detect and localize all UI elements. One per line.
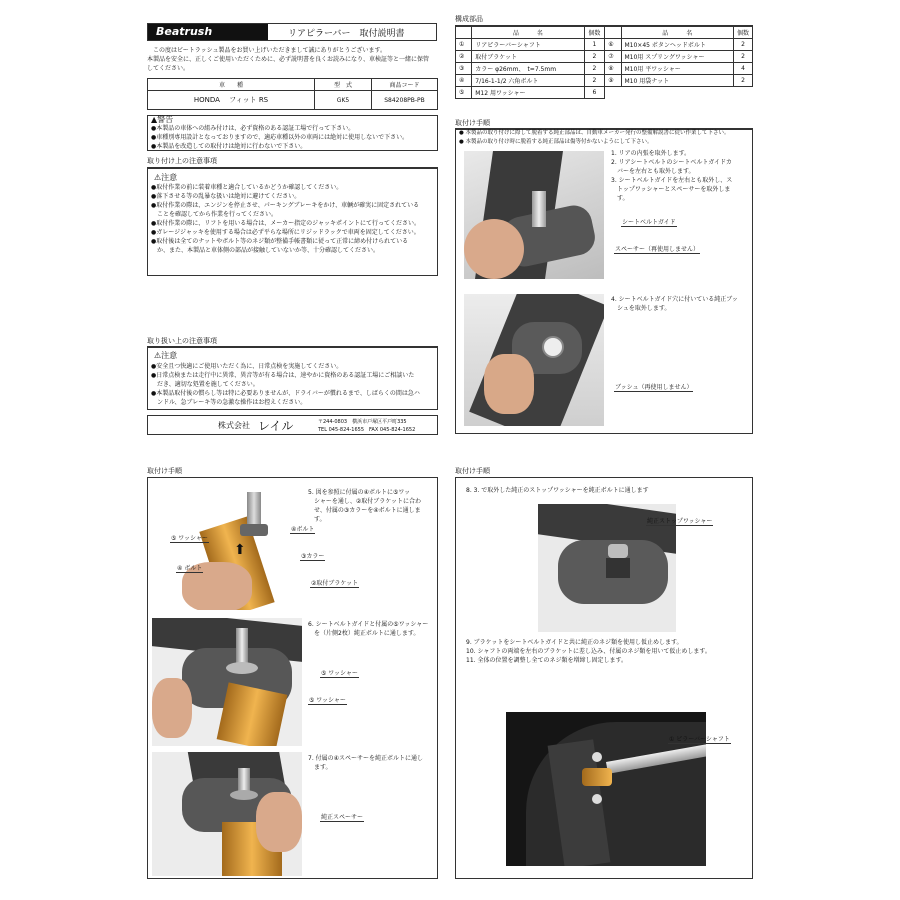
warning-triangle-icon: ▲ [151,115,158,124]
callout-spacer: スペーサー（再使用しません） [615,246,700,253]
step-text: 10. シャフトの両端を左右のブラケットに差し込み、付属のネジ類を用いて仮止めします。 [466,648,711,655]
step-text: シュを取外します。 [611,305,671,312]
handling-line: だき、適切な処置を施してください。 [151,381,259,388]
procedure-heading: 取付け手順 [455,118,753,130]
part-name: M12 用ワッシャー [472,87,584,99]
part-qty: 2 [584,75,605,87]
company-address: 〒244-0803 横浜市戸塚区平戸町335 [318,419,407,425]
part-no: ③ [456,63,472,75]
table-row [456,75,753,87]
parts-heading: 構成部品 [455,14,753,26]
callout-collar: ③カラー [301,553,325,560]
callout-washer-1: ⑤ ワッシャー [321,670,358,677]
intro-line: 本製品を安全に、正しくご使用いただくために、必ず説明書を良くお読みになり、車検証等と一緒に保管 [147,56,430,63]
parts-header: 品 名 [621,27,733,39]
callout-bolt-small: ④ ボルト [177,565,203,572]
handling-line: ●本製品取付後の慣らし等は特に必要ありませんが、ドライバーが慣れるまで、しばらくの間は急ハ [151,390,420,397]
warning-line: ●本製品を改造しての取付けは絶対に行わないで下さい。 [151,143,307,150]
step-text: 7. 付属の④スペーサーを純正ボルトに通し [308,755,424,762]
part-no: ⑤ [456,87,472,99]
part-qty: 2 [733,39,752,51]
step-text: ます。 [308,764,332,771]
procedure-note: ● 本製品の取り付け時に脱着する純正部品は傷等付かないようにして下さい。 [459,139,653,145]
doc-title: リアピラーバー 取付説明書 [288,29,405,39]
callout-washer-2: ⑤ ワッシャー [309,697,346,704]
caution-line: ●ガレージジャッキを使用する場合は必ず平らな場所にリジッドラックで車両を固定してください。 [151,229,420,236]
photo-guide-washers [152,618,302,746]
callout-pillar-bar-shaft: ① ピラーバーシャフト [669,736,730,743]
caution-line: ことを確認してから作業を行ってください。 [151,211,278,218]
photo-bracket-bolt [152,482,302,610]
parts-header: 個数 [584,27,605,39]
callout-oem-spacer: 純正スペーサー [321,814,364,821]
procedure-left-heading: 取付け手順 [147,466,438,478]
warning-line: ●本製品の車体への組み付けは、必ず資格のある認証工場で行って下さい。 [151,125,355,132]
callout-stop-washer: 純正ストップワッシャー [647,518,713,525]
procedure-note: ● 本製品の取り付けに際して脱着する純正部品は、自動車メーカー発行の整備解説書に従い作業して下さい。 [459,130,730,136]
parts-table [455,26,753,99]
procedure-right-heading: 取付け手順 [455,466,753,478]
part-qty: 2 [733,75,752,87]
table-row [456,51,753,63]
table-row [456,39,753,51]
handling-notes-heading: 取り扱い上の注意事項 [147,336,438,348]
intro-line: この度はビートラッシュ製品をお買い上げいただきまして誠にありがとうございます。 [153,47,387,54]
model-value: GK5 [315,91,372,110]
part-qty: 4 [733,63,752,75]
part-qty: 1 [584,39,605,51]
brand-logo: Beatrush [148,24,268,40]
part-name: リアピラーバーシャフト [472,39,584,51]
callout-seatbelt-guide: シートベルトガイド [622,219,676,226]
callout-bracket: ②取付ブラケット [311,580,359,587]
intro-text [147,46,437,73]
photo-spacer [152,752,302,876]
company-phone: TEL 045-824-1655 FAX 045-824-1652 [318,427,416,433]
handling-caution-box [147,346,438,410]
model-header: 型 式 [315,79,372,91]
install-notes-heading: 取り付け上の注意事項 [147,156,438,168]
parts-header: 個数 [733,27,752,39]
company-box [147,415,438,435]
step-text: 1. リアの内張を取外します。 [611,150,691,157]
vehicle-header: 車 種 [148,79,315,91]
step-text: 6. シートベルトガイドと付属の⑤ワッシャー [308,621,429,628]
caution-triangle-icon: ⚠ [154,173,162,182]
code-value: S84208PB-PB [372,91,438,110]
caution-triangle-icon: ⚠ [154,351,162,360]
step-text: 5. 図を参照に付属の④ボルトに⑤ワッ [308,489,411,496]
step-text: を（片側2枚）純正ボルトに通します。 [308,630,420,637]
step-text: す。 [611,195,629,202]
callout-washer: ⑤ ワッシャー [171,535,208,542]
part-no: ① [456,39,472,51]
callout-bolt: ④ボルト [291,526,315,533]
code-header: 商品コード [372,79,438,91]
handling-line: ンドル、急ブレーキ等の急激な操作はお控えください。 [151,399,307,406]
part-name: カラー φ26mm、 t=7.5mm [472,63,584,75]
photo-remove-bushing [464,294,604,426]
step-text: 3. シートベルトガイドを左右とも取外し、ス [611,177,733,184]
company-prefix: 株式会社 [218,421,250,430]
part-name: 7/16-1-1/2 六角ボルト [472,75,584,87]
part-qty: 6 [584,87,605,99]
caution-line: ●取付作業の際に、リフトを用いる場合は、メーカー指定のジャッキポイントにて行ってください。 [151,220,420,227]
step-text: 11. 全体の位置を調整し全てのネジ類を増締し固定します。 [466,657,627,664]
part-no: ⑥ [605,39,621,51]
up-arrow-icon: ⬆ [234,542,246,558]
part-name: M10用 スプリングワッシャー [621,51,733,63]
caution-title: 注意 [161,351,178,360]
step-text: 2. リアシートベルトのシートベルトガイドカ [611,159,732,166]
step-text: 9. ブラケットをシートベルトガイドと共に純正のネジ類を使用し仮止めします。 [466,639,683,646]
warning-box [147,115,438,151]
handling-line: ●日常点検または走行中に異常、異音等が有る場合は、速やかに資格のある認証工場にご相談いた [151,372,415,379]
part-no: ⑨ [605,75,621,87]
step-text: シャーを通し、②取付ブラケットに合わ [308,498,421,505]
brand-header [147,23,437,41]
caution-line: か、また、本製品と車体側の部品が接触していないか等、十分確認してください。 [151,247,380,254]
caution-title-row [154,172,177,183]
part-qty: 2 [584,51,605,63]
part-name: M10×45 ボタンヘッドボルト [621,39,733,51]
photo-remove-guide [464,151,604,279]
part-qty: 2 [584,63,605,75]
part-name: M10 用袋ナット [621,75,733,87]
procedure-top-box [455,128,753,434]
caution-line: ●取付作業の前に装着車種と適合しているかどうか確認してください。 [151,184,343,191]
step-text: 4. シートベルトガイド穴に付いている純正ブッ [611,296,738,303]
vehicle-value: HONDA フィット RS [148,91,315,110]
part-name: M10用 平ワッシャー [621,63,733,75]
table-row [456,63,753,75]
caution-line: ●取付後は全てのナットやボルト等のネジ類が整備手帳書類に従って正常に締め付けられている [151,238,409,245]
part-qty: 2 [733,51,752,63]
callout-bushing: ブッシュ（再使用しません） [615,384,693,391]
part-no: ④ [456,75,472,87]
part-no: ⑧ [605,63,621,75]
caution-line: ●取付作業の際は、エンジンを停止させ、パーキングブレーキをかけ、車輌が確実に固定されている [151,202,420,209]
intro-line: してください。 [147,65,190,72]
caution-title: 注意 [161,173,178,182]
part-no: ② [456,51,472,63]
vehicle-table [147,78,438,110]
caution-title-row [154,350,177,361]
parts-header: 品 名 [472,27,584,39]
table-row [456,87,753,99]
procedure-right-box [455,477,753,879]
step-text: 8. 3. で取外した純正のストップワッシャーを純正ボルトに通します [466,487,649,494]
part-name: 取付ブラケット [472,51,584,63]
install-caution-box [147,168,438,276]
procedure-left-box [147,477,438,879]
part-no: ⑦ [605,51,621,63]
step-text: トップワッシャーとスペーサーを取外しま [611,186,731,193]
step-text: す。 [308,516,326,523]
step-text: せ、付属の③カラーを④ボルトに通しま [308,507,421,514]
step-text: バーを左右とも取外します。 [611,168,695,175]
handling-line: ●安全且つ快適にご使用いただく為に、日常点検を実施してください。 [151,363,343,370]
warning-line: ●車種別専用設計となっておりますので、適応車種以外の車両には絶対に使用しないで下さい。 [151,134,409,141]
caution-line: ●落下させる等の乱暴な扱いは絶対に避けてください。 [151,193,301,200]
warning-title: 警告 [157,115,174,124]
company-name: レイル [258,419,294,433]
